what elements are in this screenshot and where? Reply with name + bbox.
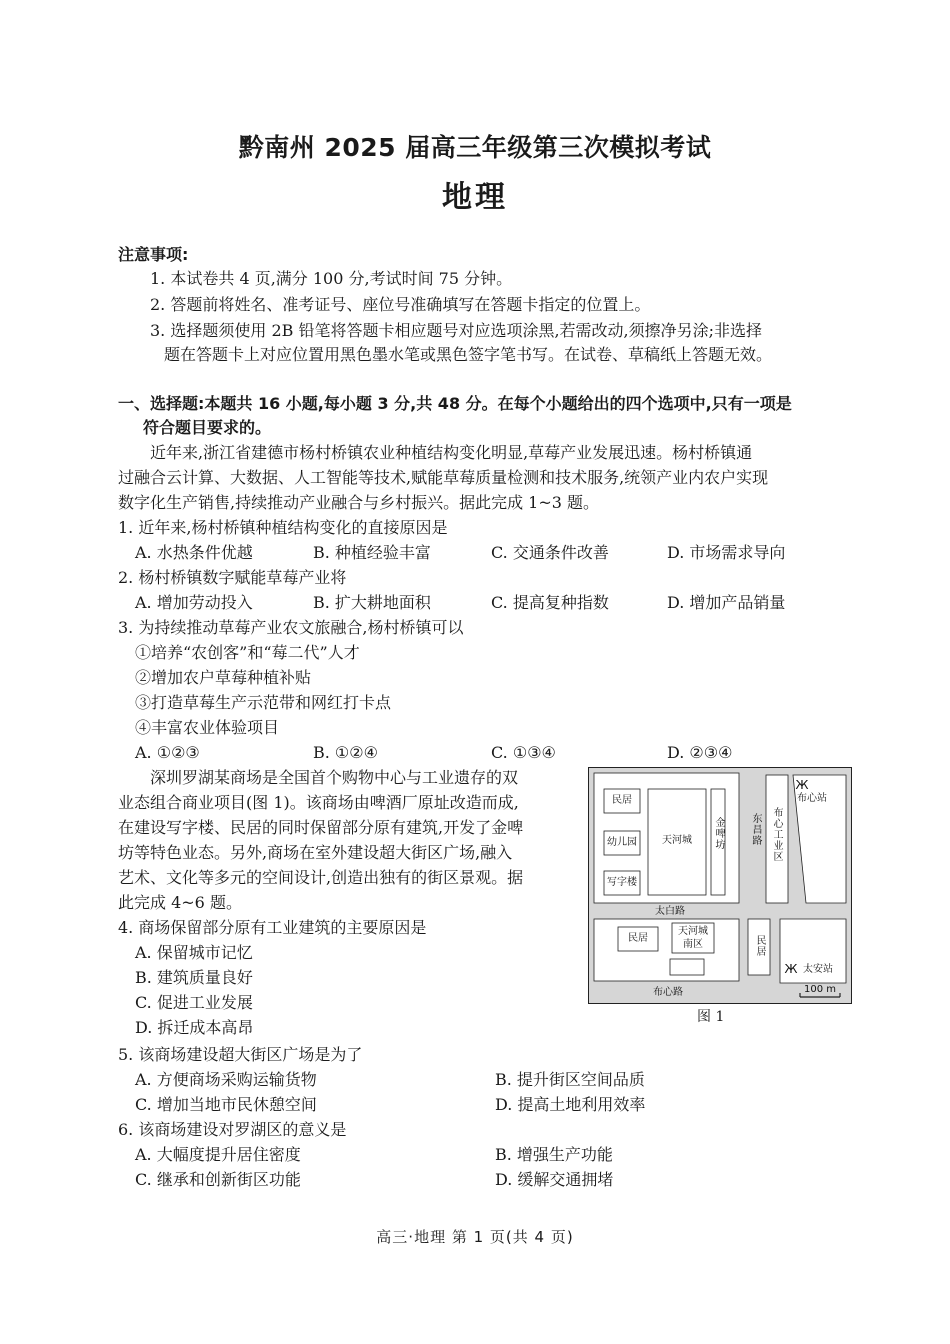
map-figure <box>588 767 852 1004</box>
label-minju: 民居 <box>612 795 632 806</box>
q3-statement: ④丰富农业体验项目 <box>135 718 280 737</box>
q4-option-b: B. 建筑质量良好 <box>135 968 253 987</box>
q3-statement: ①培养“农创客”和“莓二代”人才 <box>135 643 360 662</box>
exam-title: 黔南州 2025 届高三年级第三次模拟考试 <box>238 133 712 162</box>
q3-option-c: C. ①③④ <box>491 743 556 762</box>
passage-line: 业态组合商业项目(图 1)。该商场由啤酒厂原址改造而成, <box>118 793 519 812</box>
label-buxin-station: 布心站 <box>797 793 827 804</box>
label-tianhe: 天河城 <box>662 835 692 846</box>
q6-option-a: A. 大幅度提升居住密度 <box>135 1145 301 1164</box>
q1-option-d: D. 市场需求导向 <box>667 543 786 562</box>
question-stem-5: 5. 该商场建设超大街区广场是为了 <box>118 1045 363 1064</box>
passage-line: 深圳罗湖某商场是全国首个购物中心与工业遗存的双 <box>150 768 519 787</box>
label-office: 写字楼 <box>607 877 637 888</box>
label-taian-station: 太安站 <box>803 964 833 975</box>
q2-option-b: B. 扩大耕地面积 <box>313 593 431 612</box>
notice-item: 2. 答题前将姓名、准考证号、座位号准确填写在答题卡指定的位置上。 <box>150 295 651 314</box>
subject-title: 地理 <box>442 180 508 215</box>
metro-icon: Ж <box>784 962 798 976</box>
notice-item: 题在答题卡上对应位置用黑色墨水笔或黑色签字笔书写。在试卷、草稿纸上答题无效。 <box>164 345 773 364</box>
label-taibai-road: 太白路 <box>655 906 685 917</box>
q3-option-a: A. ①②③ <box>135 743 200 762</box>
label-buxin-road: 布心路 <box>653 987 683 998</box>
q3-option-b: B. ①②④ <box>313 743 378 762</box>
question-stem-4: 4. 商场保留部分原有工业建筑的主要原因是 <box>118 918 427 937</box>
passage-line: 数字化生产销售,持续推动产业融合与乡村振兴。据此完成 1~3 题。 <box>118 493 600 512</box>
q3-statement: ③打造草莓生产示范带和网红打卡点 <box>135 693 392 712</box>
passage-line: 坊等特色业态。另外,商场在室外建设超大街区广场,融入 <box>118 843 513 862</box>
q3-statement: ②增加农户草莓种植补贴 <box>135 668 312 687</box>
notice-heading: 注意事项: <box>118 245 189 264</box>
question-stem-3: 3. 为持续推动草莓产业农文旅融合,杨村桥镇可以 <box>118 618 464 637</box>
q5-option-a: A. 方便商场采购运输货物 <box>135 1070 317 1089</box>
question-stem-2: 2. 杨村桥镇数字赋能草莓产业将 <box>118 568 347 587</box>
question-stem-6: 6. 该商场建设对罗湖区的意义是 <box>118 1120 347 1139</box>
q5-option-d: D. 提高土地利用效率 <box>495 1095 646 1114</box>
label-buxin-industry: 布心工业区 <box>771 807 782 862</box>
building-small <box>670 959 704 975</box>
passage-line: 此完成 4~6 题。 <box>118 893 242 912</box>
q3-option-d: D. ②③④ <box>667 743 733 762</box>
q1-option-a: A. 水热条件优越 <box>135 543 253 562</box>
section-heading-cont: 符合题目要求的。 <box>143 418 272 437</box>
q6-option-d: D. 缓解交通拥堵 <box>495 1170 614 1189</box>
label-minju-south: 民居 <box>628 933 648 944</box>
q6-option-b: B. 增强生产功能 <box>495 1145 613 1164</box>
question-stem-1: 1. 近年来,杨村桥镇种植结构变化的直接原因是 <box>118 518 448 537</box>
figure-caption: 图 1 <box>697 1009 725 1025</box>
q2-option-d: D. 增加产品销量 <box>667 593 786 612</box>
label-minju-right: 民居 <box>754 935 765 957</box>
label-jinpi: 金啤坊 <box>713 817 724 850</box>
label-scale: 100 m <box>803 984 836 995</box>
q5-option-c: C. 增加当地市民休憩空间 <box>135 1095 317 1114</box>
block-south <box>594 919 739 981</box>
notice-item: 3. 选择题须使用 2B 铅笔将答题卡相应题号对应选项涂黑,若需改动,须擦净另涂;非选择 <box>150 321 763 340</box>
notice-item: 1. 本试卷共 4 页,满分 100 分,考试时间 75 分钟。 <box>150 269 513 288</box>
label-dongchang-road: 东昌路 <box>750 813 761 846</box>
label-kindergarten: 幼儿园 <box>607 837 637 848</box>
metro-icon: Ж <box>795 778 809 792</box>
label-tianhe-south: 天河城南区 <box>678 926 708 950</box>
passage-line: 过融合云计算、大数据、人工智能等技术,赋能草莓质量检测和技术服务,统领产业内农户实现 <box>118 468 769 487</box>
q2-option-c: C. 提高复种指数 <box>491 593 609 612</box>
page-footer: 高三·地理 第 1 页(共 4 页) <box>376 1228 574 1246</box>
q1-option-b: B. 种植经验丰富 <box>313 543 431 562</box>
section-heading: 一、选择题:本题共 16 小题,每小题 3 分,共 48 分。在每个小题给出的四个选项中,只有一项是 <box>118 394 792 413</box>
q5-option-b: B. 提升街区空间品质 <box>495 1070 645 1089</box>
q4-option-a: A. 保留城市记忆 <box>135 943 253 962</box>
passage-line: 在建设写字楼、民居的同时保留部分原有建筑,开发了金啤 <box>118 818 524 837</box>
passage-line: 近年来,浙江省建德市杨村桥镇农业种植结构变化明显,草莓产业发展迅速。杨村桥镇通 <box>150 443 753 462</box>
q2-option-a: A. 增加劳动投入 <box>135 593 253 612</box>
q4-option-d: D. 拆迁成本高昂 <box>135 1018 254 1037</box>
q4-option-c: C. 促进工业发展 <box>135 993 253 1012</box>
passage-line: 艺术、文化等多元的空间设计,创造出独有的街区景观。据 <box>118 868 524 887</box>
q1-option-c: C. 交通条件改善 <box>491 543 609 562</box>
q6-option-c: C. 继承和创新街区功能 <box>135 1170 301 1189</box>
